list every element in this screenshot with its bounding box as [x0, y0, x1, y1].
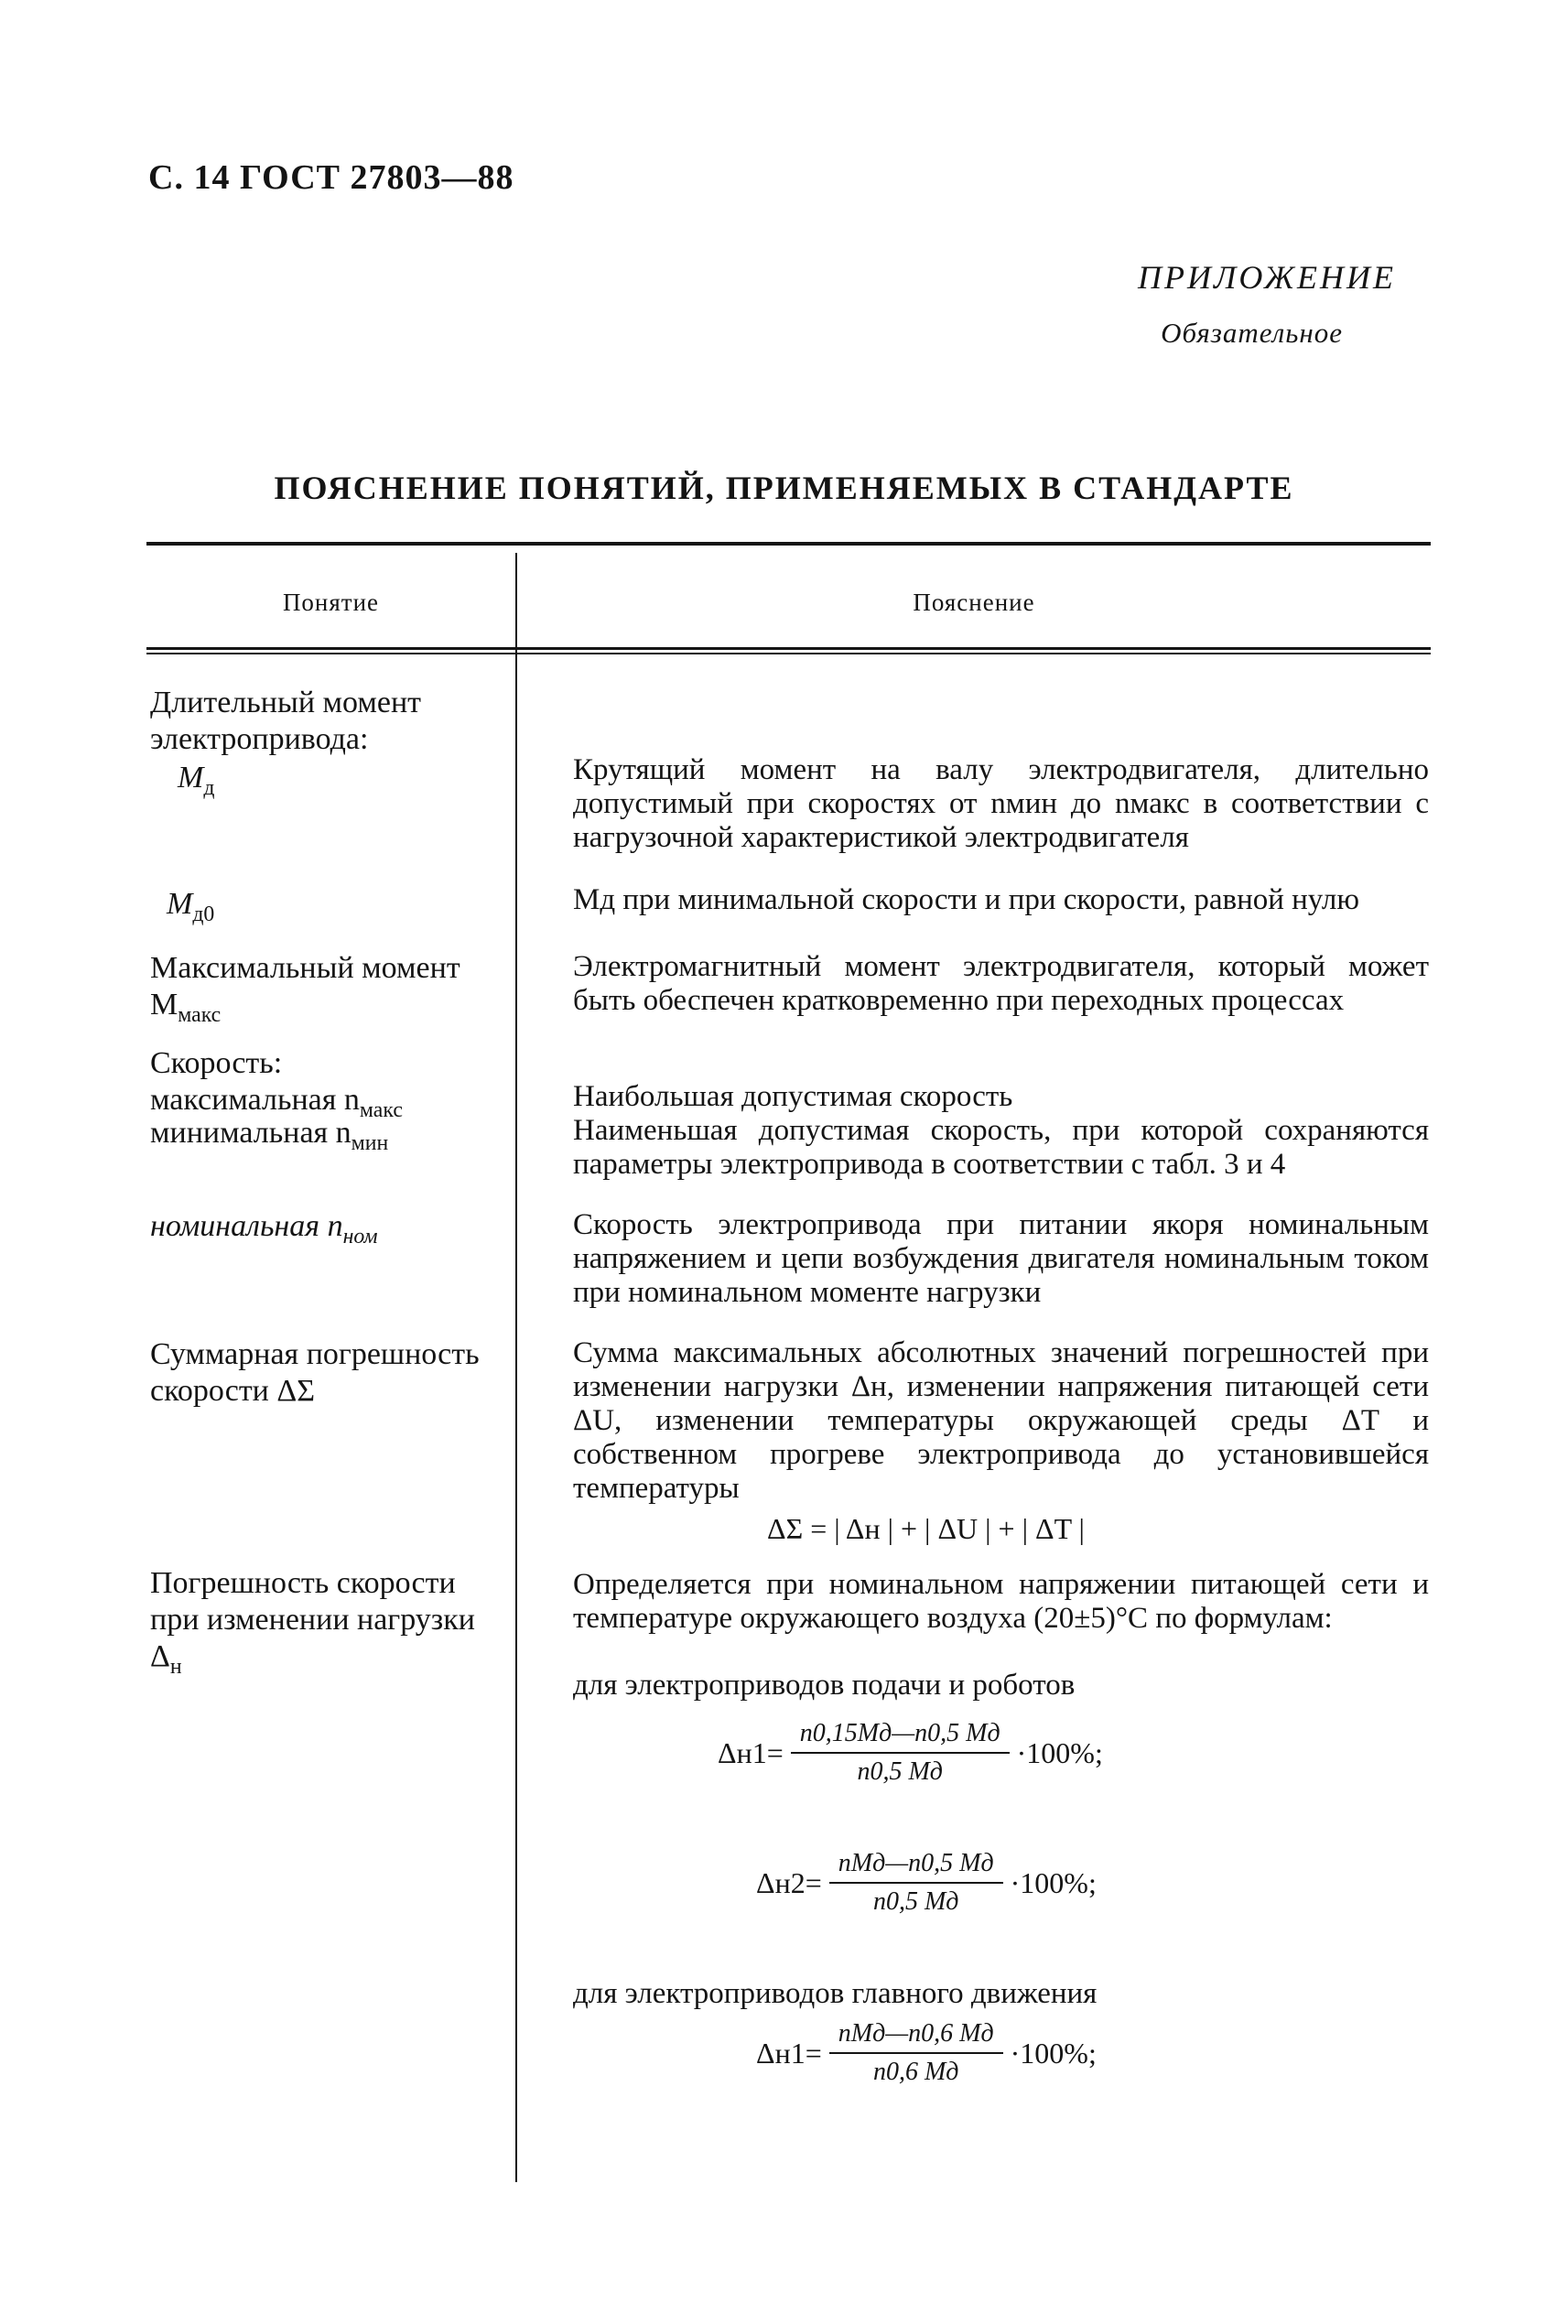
- column-header-explanation: Пояснение: [913, 589, 1035, 616]
- formula-2-denominator: n0,5 Mд: [872, 1887, 959, 1916]
- formula-2-numerator: nMд—n0,5 Mд: [829, 1849, 1003, 1884]
- term-md0-symbol: М: [167, 887, 193, 921]
- formula-3-fraction: [829, 2019, 1003, 2087]
- table-header-rule-2: [146, 653, 1431, 654]
- term-max-moment: [150, 950, 480, 1033]
- formula-load-error-1: [718, 1719, 1103, 1787]
- term-md-symbol: М: [178, 761, 204, 794]
- explanation-speed-nom: Скорость электропривода при питании якоря номинальным напряжением и цепи возбуждения двигателя номинальным током при номинальном моменте нагрузки: [573, 1208, 1429, 1309]
- explanation-speed-max: Наибольшая допустимая скорость: [573, 1080, 1013, 1113]
- term-load-error-subscript: н: [169, 1654, 182, 1679]
- explanation-load-error: Определяется при номинальном напряжении питающей сети и температуре окружающего воздуха (20±5)°С по формулам:: [573, 1568, 1429, 1635]
- term-speed-min: [150, 1115, 516, 1162]
- formula-1-tail: ·100%;: [1016, 1735, 1103, 1769]
- term-speed-min-text: минимальная n: [150, 1116, 351, 1150]
- column-header-term: Понятие: [282, 589, 380, 616]
- formula-3-denominator: n0,6 Mд: [872, 2058, 959, 2086]
- term-md0-subscript: д0: [192, 902, 215, 926]
- page-header: С. 14 ГОСТ 27803—88: [148, 158, 514, 197]
- formula-1-denominator: n0,5 Mд: [857, 1757, 943, 1786]
- table-top-rule: [146, 542, 1431, 546]
- term-speed-nom-subscript: ном: [342, 1224, 378, 1248]
- label-main-drives: для электроприводов главного движения: [573, 1977, 1098, 2010]
- explanation-md0: Мд при минимальной скорости и при скорости, равной нулю: [573, 883, 1359, 916]
- formula-3-tail: ·100%;: [1010, 2036, 1097, 2070]
- term-speed-min-subscript: мин: [351, 1130, 389, 1155]
- term-md0: [167, 886, 533, 933]
- document-title: ПОЯСНЕНИЕ ПОНЯТИЙ, ПРИМЕНЯЕМЫХ В СТАНДАРТЕ: [274, 470, 1294, 506]
- term-speed: Скорость:: [150, 1046, 283, 1080]
- formula-2-tail: ·100%;: [1010, 1865, 1097, 1899]
- formula-load-error-2: [756, 1849, 1097, 1917]
- explanation-max-moment: Электромагнитный момент электродвигателя, который может быть обеспечен кратковременно при переходных процессах: [573, 950, 1429, 1017]
- term-load-error: [150, 1565, 480, 1685]
- table-header-rule: [146, 647, 1431, 650]
- term-speed-nom: [150, 1208, 516, 1255]
- formula-2-lhs: Δн2=: [756, 1865, 822, 1899]
- formula-2-fraction: [829, 1849, 1003, 1917]
- explanation-total-error: Сумма максимальных абсолютных значений погрешностей при изменении нагрузки Δн, изменении напряжения питающей сети ΔU, изменении температуры окружающей среды ΔT и собственном прогреве электропривода до установившейся температуры: [573, 1336, 1429, 1505]
- appendix-subtitle: Обязательное: [1161, 317, 1343, 349]
- term-speed-nom-text: номинальная n: [150, 1209, 343, 1243]
- term-load-error-text: Погрешность скорости при изменении нагрузки Δ: [150, 1566, 475, 1673]
- formula-1-fraction: [791, 1719, 1010, 1787]
- term-max-moment-text: Максимальный момент М: [150, 951, 460, 1021]
- formula-load-error-3: [756, 2019, 1097, 2087]
- term-md: [178, 760, 544, 806]
- formula-3-lhs: Δн1=: [756, 2036, 822, 2070]
- term-long-moment: Длительный момент электропривода:: [150, 686, 422, 756]
- explanation-speed-min: Наименьшая допустимая скорость, при которой сохраняются параметры электропривода в соответствии с табл. 3 и 4: [573, 1114, 1429, 1181]
- term-md-subscript: д: [203, 775, 215, 800]
- explanation-md: Крутящий момент на валу электродвигателя, длительно допустимый при скоростях от nмин до nмакс в соответствии с нагрузочной характеристикой электродвигателя: [573, 753, 1429, 854]
- formula-3-numerator: nMд—n0,6 Mд: [829, 2019, 1003, 2054]
- term-total-error: Суммарная погрешность скорости ΔΣ: [150, 1337, 480, 1408]
- formula-1-lhs: Δн1=: [718, 1735, 784, 1769]
- label-feed-drives: для электроприводов подачи и роботов: [573, 1669, 1076, 1702]
- term-speed-max-text: максимальная n: [150, 1083, 360, 1117]
- term-max-moment-subscript: макс: [178, 1002, 222, 1027]
- appendix-title: ПРИЛОЖЕНИЕ: [1138, 259, 1396, 296]
- formula-1-numerator: n0,15Mд—n0,5 Mд: [791, 1719, 1010, 1754]
- term-speed-max-subscript: макс: [359, 1097, 403, 1122]
- formula-total-error: ΔΣ = | Δн | + | ΔU | + | ΔT |: [767, 1512, 1085, 1545]
